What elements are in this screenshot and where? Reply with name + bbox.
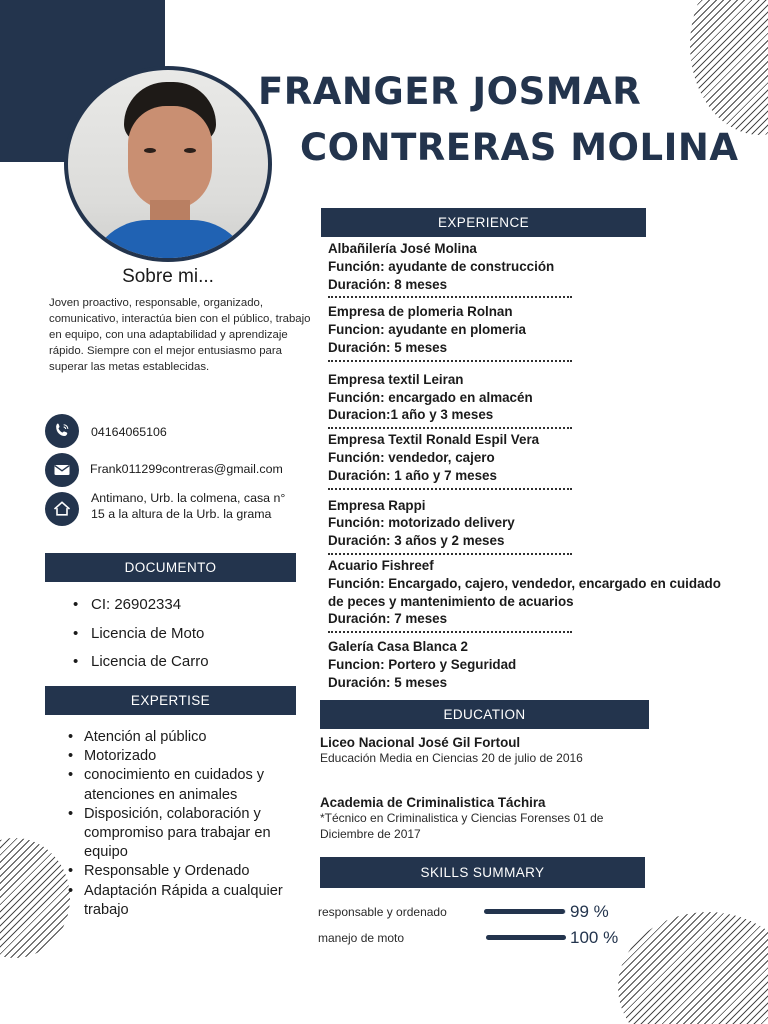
job-company: Empresa Textil Ronald Espil Vera xyxy=(328,432,540,448)
school-name: Academia de Criminalistica Táchira xyxy=(320,795,546,810)
skill-bar-fill xyxy=(484,909,565,914)
home-icon xyxy=(45,492,79,526)
name-first-line: FRANGER JOSMAR xyxy=(258,70,642,113)
list-item: • CI: 26902334 xyxy=(73,596,209,625)
documento-header: DOCUMENTO xyxy=(45,553,296,582)
job-duration: Duración: 1 año y 7 meses xyxy=(328,467,497,483)
skill-percent: 99 % xyxy=(570,902,609,921)
list-item: • Licencia de Moto xyxy=(73,625,209,654)
job-role: Función: Encargado, cajero, vendedor, encargado en cuidado de peces y mantenimiento de acuarios xyxy=(328,575,721,609)
job-duration: Duración: 3 años y 2 meses xyxy=(328,533,505,549)
dotted-divider xyxy=(328,553,572,555)
skill-label: manejo de moto xyxy=(318,931,405,945)
job-duration: Duración: 5 meses xyxy=(328,339,448,355)
list-item: • Motorizado xyxy=(68,747,290,766)
education-detail: Educación Media en Ciencias 20 de julio de 2016 xyxy=(320,751,583,765)
list-item: • Responsable y Ordenado xyxy=(68,862,290,881)
skill-label: responsable y ordenado xyxy=(318,905,447,919)
job-entry xyxy=(328,240,728,293)
hatch-circle-decoration xyxy=(0,838,70,958)
job-role: Función: motorizado delivery xyxy=(328,515,515,531)
list-item: • Adaptación Rápida a cualquier trabajo xyxy=(68,882,290,920)
school-name: Liceo Nacional José Gil Fortoul xyxy=(320,735,521,750)
job-duration: Duracion:1 año y 3 meses xyxy=(328,407,494,423)
job-entry xyxy=(328,497,728,550)
job-company: Empresa de plomeria Rolnan xyxy=(328,304,513,320)
name-second-line: CONTRERAS MOLINA xyxy=(300,126,739,169)
dotted-divider xyxy=(328,631,572,633)
phone-icon xyxy=(45,414,79,448)
list-item: • Licencia de Carro xyxy=(73,653,209,682)
dotted-divider xyxy=(328,296,572,298)
list-item: • Atención al público xyxy=(68,728,290,747)
job-role: Función: ayudante de construcción xyxy=(328,258,555,274)
expertise-list xyxy=(68,728,290,920)
mail-icon xyxy=(45,453,79,487)
skill-bar xyxy=(484,909,566,914)
job-entry xyxy=(328,638,728,691)
skill-bar-fill xyxy=(486,935,566,940)
dotted-divider xyxy=(328,488,572,490)
education-header: EDUCATION xyxy=(320,700,649,729)
hatch-circle-decoration xyxy=(690,0,768,135)
list-item: • Disposición, colaboración y compromiso para trabajar en equipo xyxy=(68,805,290,863)
job-company: Acuario Fishreef xyxy=(328,557,434,573)
dotted-divider xyxy=(328,427,572,429)
job-company: Empresa textil Leiran xyxy=(328,371,464,387)
job-company: Empresa Rappi xyxy=(328,497,426,513)
job-role: Funcion: ayudante en plomeria xyxy=(328,322,526,338)
job-entry xyxy=(328,557,728,628)
hatch-circle-decoration xyxy=(618,912,768,1024)
education-entry xyxy=(320,734,620,767)
education-entry xyxy=(320,794,620,842)
job-entry xyxy=(328,371,728,424)
skill-percent: 100 % xyxy=(570,928,619,947)
skills-header: SKILLS SUMMARY xyxy=(320,857,645,888)
email-address: Frank011299contreras@gmail.com xyxy=(90,462,283,476)
job-entry xyxy=(328,431,728,484)
phone-number: 04164065106 xyxy=(91,425,167,439)
education-detail: *Técnico en Criminalistica y Ciencias Forenses 01 de Diciembre de 2017 xyxy=(320,811,604,841)
expertise-header: EXPERTISE xyxy=(45,686,296,715)
portrait-image xyxy=(68,70,268,258)
experience-list xyxy=(328,240,728,692)
dotted-divider xyxy=(328,360,572,362)
job-duration: Duración: 8 meses xyxy=(328,276,448,292)
job-entry xyxy=(328,303,728,356)
experience-header: EXPERIENCE xyxy=(321,208,646,237)
about-text: Joven proactivo, responsable, organizado, comunicativo, interactúa bien con el público, trabajo en equipo, con una adaptabilidad y aprendizaje rápido. Siempre con el mejor entusiasmo para superar las metas establecidas. xyxy=(49,297,311,373)
job-company: Galería Casa Blanca 2 xyxy=(328,639,468,655)
job-duration: Duración: 5 meses xyxy=(328,674,448,690)
profile-photo xyxy=(64,66,272,262)
job-duration: Duración: 7 meses xyxy=(328,611,448,627)
job-role: Funcion: Portero y Seguridad xyxy=(328,656,517,672)
skill-bar xyxy=(486,935,566,940)
job-role: Función: encargado en almacén xyxy=(328,389,533,405)
home-address: Antimano, Urb. la colmena, casa n° 15 a la altura de la Urb. la grama xyxy=(91,491,286,521)
list-item: • conocimiento en cuidados y atenciones en animales xyxy=(68,766,290,804)
about-title: Sobre mi... xyxy=(122,266,214,287)
job-role: Función: vendedor, cajero xyxy=(328,449,495,465)
documento-list xyxy=(73,596,209,682)
job-company: Albañilería José Molina xyxy=(328,241,477,256)
